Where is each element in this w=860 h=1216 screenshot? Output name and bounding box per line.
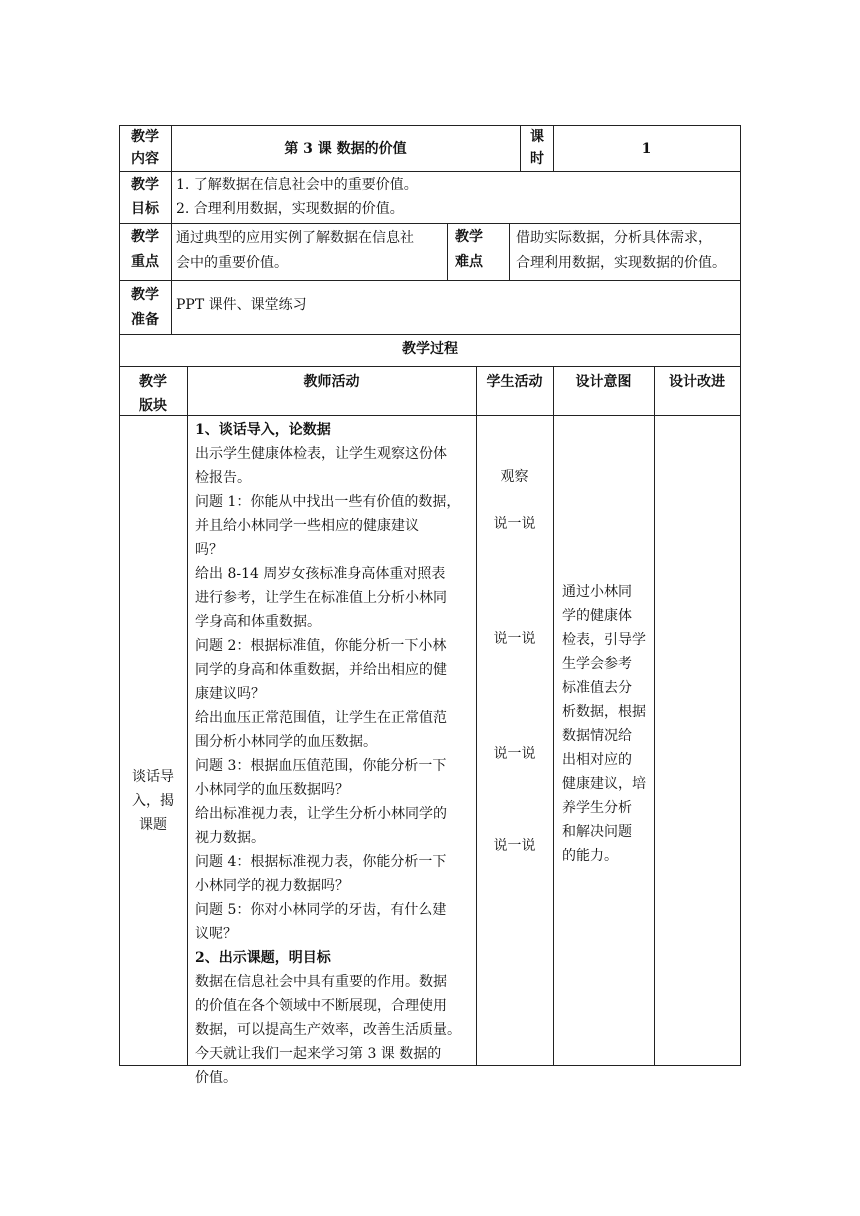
teacher-line: 的价值在各个领域中不断展现，合理使用 [195, 998, 447, 1014]
rule [119, 171, 741, 172]
intent-line: 的能力。 [562, 848, 618, 864]
teacher-line: 同学的身高和体重数据，并给出相应的健 [195, 662, 447, 678]
intent-line: 生学会参考 [562, 656, 632, 672]
objectives-label [121, 173, 169, 221]
teacher-line: 今天就让我们一起来学习第 3 课 数据的 [195, 1046, 442, 1062]
teacher-line: 数据，可以提高生产效率，改善生活质量。 [195, 1022, 461, 1038]
col-teacher-header: 教师活动 [303, 374, 360, 390]
col-improve-header: 设计改进 [669, 374, 725, 390]
objective-item: 2. 合理利用数据，实现数据的价值。 [176, 201, 404, 217]
block-name-line: 入，揭 [132, 793, 174, 809]
period-value: 1 [641, 141, 652, 157]
objectives-label-text: 教学目标 [131, 177, 159, 217]
col-student-header: 学生活动 [486, 374, 543, 390]
intent-line: 数据情况给 [562, 728, 632, 744]
period-label-text: 课时 [530, 129, 544, 167]
teacher-line: 2、出示课题，明目标 [195, 950, 331, 966]
rule [119, 334, 741, 335]
teacher-line: 围分析小林同学的血压数据。 [195, 734, 377, 750]
key-points-label-text: 教学重点 [131, 229, 159, 270]
rule [119, 125, 741, 126]
student-item: 说一说 [493, 838, 536, 854]
preparation-label-text: 教学准备 [131, 287, 159, 328]
col-block-header [119, 370, 187, 418]
teacher-line: 问题 2：根据标准值，你能分析一下小林 [195, 638, 447, 654]
rule [447, 223, 448, 280]
preparation-value: PPT 课件、课堂练习 [176, 297, 307, 313]
teacher-line: 给出标准视力表，让学生分析小林同学的 [195, 806, 447, 822]
key-points-line: 会中的重要价值。 [176, 255, 288, 271]
intent-line: 析数据，根据 [562, 704, 646, 720]
design-intent [562, 580, 652, 868]
difficulties-label [455, 225, 485, 275]
rule [119, 223, 741, 224]
col-block-line: 版块 [139, 398, 167, 414]
rule [119, 415, 741, 416]
intent-line: 检表，引导学 [562, 632, 646, 648]
teacher-line: 问题 5：你对小林同学的牙齿，有什么建 [195, 902, 447, 918]
intent-line: 标准值去分 [562, 680, 632, 696]
rule [187, 366, 188, 1066]
objective-item: 1. 了解数据在信息社会中的重要价值。 [176, 177, 418, 193]
key-points-label [121, 225, 169, 275]
intent-line: 和解决问题 [562, 824, 632, 840]
rule [171, 280, 172, 334]
teacher-line: 出示学生健康体检表，让学生观察这份体 [195, 446, 447, 462]
rule [119, 125, 120, 1066]
teacher-line: 康建议吗？ [195, 686, 265, 702]
teacher-line: 议呢？ [195, 926, 237, 942]
student-item: 说一说 [493, 516, 536, 532]
block-name-line: 课题 [139, 817, 167, 833]
rule [119, 366, 741, 367]
col-intent-header: 设计意图 [575, 374, 632, 390]
col-block-line: 教学 [139, 374, 167, 390]
teacher-line: 给出 8-14 周岁女孩标准身高体重对照表 [195, 566, 446, 582]
intent-line: 养学生分析 [562, 800, 632, 816]
teacher-line: 1、谈话导入，论数据 [195, 422, 331, 438]
intent-line: 学的健康体 [562, 608, 632, 624]
intent-line: 健康建议，培 [562, 776, 646, 792]
rule [740, 125, 741, 1066]
rule [654, 366, 655, 1066]
block-name-line: 谈话导 [132, 769, 174, 785]
difficulties-label-text: 教学难点 [455, 229, 483, 270]
teacher-line: 问题 3：根据血压值范围，你能分析一下 [195, 758, 447, 774]
student-item: 观察 [500, 469, 529, 485]
teacher-line: 检报告。 [195, 470, 251, 486]
teacher-line: 给出血压正常范围值，让学生在正常值范 [195, 710, 447, 726]
teacher-line: 价值。 [195, 1070, 237, 1086]
block-name [119, 765, 187, 837]
teacher-line: 问题 1：你能从中找出一些有价值的数据， [195, 494, 461, 510]
teacher-line: 数据在信息社会中具有重要的作用。数据 [195, 974, 447, 990]
lesson-title: 第 3 课 数据的价值 [284, 141, 407, 157]
preparation-label [121, 283, 169, 333]
difficulties-line: 合理利用数据，实现数据的价值。 [516, 255, 726, 271]
key-points-line: 通过典型的应用实例了解数据在信息社 [176, 230, 414, 246]
teacher-line: 吗？ [195, 542, 223, 558]
content-label [121, 126, 169, 170]
teacher-line: 并且给小林同学一些相应的健康建议 [195, 518, 419, 534]
content-label-text: 教学内容 [131, 129, 159, 167]
teacher-line: 学身高和体重数据。 [195, 614, 321, 630]
student-item: 说一说 [493, 631, 536, 647]
period-label [521, 126, 553, 170]
student-item: 说一说 [493, 746, 536, 762]
teacher-line: 问题 4：根据标准视力表，你能分析一下 [195, 854, 447, 870]
teacher-line: 小林同学的血压数据吗？ [195, 782, 349, 798]
intent-line: 通过小林同 [562, 584, 632, 600]
process-title: 教学过程 [402, 341, 458, 357]
intent-line: 出相对应的 [562, 752, 632, 768]
teacher-line: 小林同学的视力数据吗？ [195, 878, 349, 894]
rule [553, 366, 554, 1066]
teacher-line: 进行参考，让学生在标准值上分析小林同 [195, 590, 447, 606]
teacher-line: 视力数据。 [195, 830, 265, 846]
difficulties-line: 借助实际数据，分析具体需求， [516, 230, 712, 246]
rule [509, 223, 510, 280]
rule [119, 280, 741, 281]
teacher-activity [195, 418, 473, 1090]
